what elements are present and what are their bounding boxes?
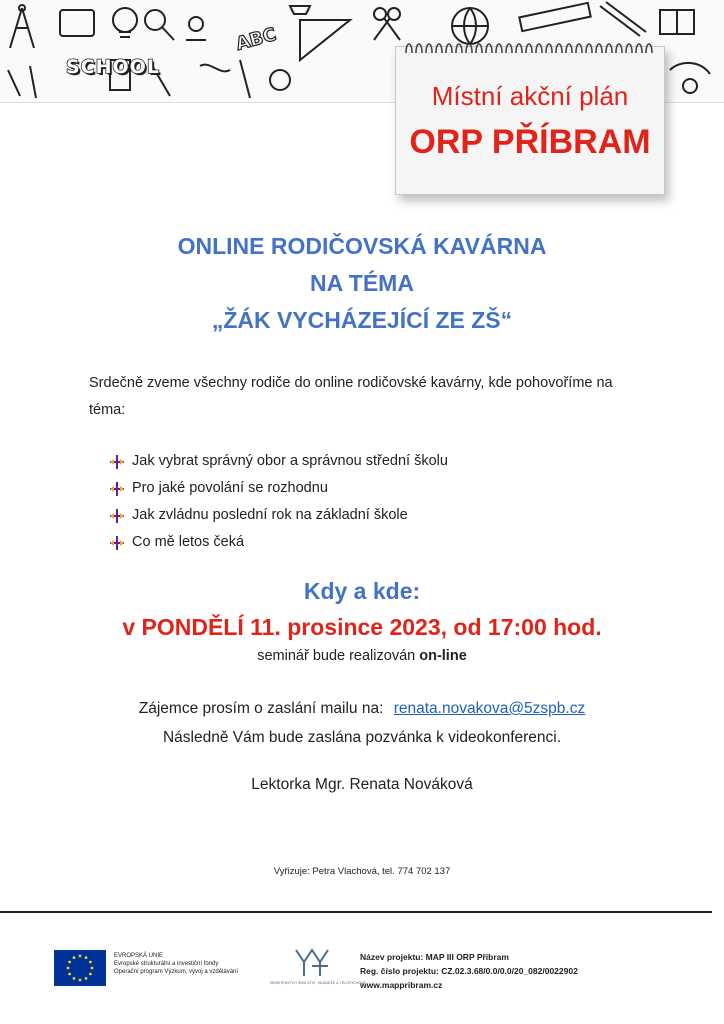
- school-word: SCHOOL: [66, 56, 160, 78]
- eu-text: [114, 952, 238, 976]
- contact-line: [0, 694, 724, 723]
- intro-paragraph: Srdečně zveme všechny rodiče do online rodičovské kavárny, kde pohovoříme na téma:: [89, 375, 613, 418]
- topic-text: Co mě letos čeká: [132, 534, 245, 550]
- notepad-title-line1: Místní akční plán: [431, 81, 629, 111]
- online-note-bold: on-line: [419, 648, 467, 664]
- contact-email-link[interactable]: renata.novakova@5zspb.cz: [393, 700, 586, 717]
- contact-followup: Následně Vám bude zaslána pozvánka k videokonferenci.: [162, 729, 562, 746]
- arrow-bullet-icon: [110, 482, 124, 496]
- event-title-line: „ŽÁK VYCHÁZEJÍCÍ ZE ZŠ“: [211, 307, 513, 333]
- contact-prefix: Zájemce prosím o zaslání mailu na:: [138, 700, 384, 717]
- list-item: [110, 475, 448, 502]
- list-item: [110, 529, 448, 556]
- arrow-bullet-icon: [110, 536, 124, 550]
- eu-flag-logo: [54, 950, 106, 986]
- topic-list: [110, 448, 448, 556]
- msmt-logo: [270, 946, 366, 990]
- arrow-bullet-icon: [110, 455, 124, 469]
- online-note-prefix: seminář bude realizován: [257, 648, 416, 664]
- lecturer: Lektorka Mgr. Renata Nováková: [251, 776, 473, 793]
- contact-block: [0, 694, 724, 752]
- footer-divider: [0, 911, 712, 913]
- abc-doodle-text: ABC: [233, 24, 279, 55]
- event-title-line: ONLINE RODIČOVSKÁ KAVÁRNA: [177, 233, 547, 259]
- eu-text-line: Evropské strukturální a investiční fondy: [114, 961, 219, 967]
- topic-text: Jak zvládnu poslední rok na základní škole: [132, 507, 408, 523]
- project-info: [360, 950, 578, 992]
- list-item: [110, 448, 448, 475]
- project-name: Název projektu: MAP III ORP Příbram: [360, 952, 509, 962]
- topic-text: Jak vybrat správný obor a správnou střední školu: [132, 453, 448, 469]
- map-notepad-logo: [395, 46, 665, 195]
- arrow-bullet-icon: [110, 509, 124, 523]
- notepad-title-line2: ORP PŘÍBRAM: [409, 123, 651, 161]
- when-where-heading: Kdy a kde:: [303, 578, 421, 604]
- handler-contact: Vyřizuje: Petra Vlachová, tel. 774 702 137: [273, 866, 451, 877]
- list-item: [110, 502, 448, 529]
- topic-text: Pro jaké povolání se rozhodnu: [132, 480, 328, 496]
- online-note: [0, 648, 724, 664]
- event-date: v PONDĚLÍ 11. prosince 2023, od 17:00 hod.: [122, 614, 602, 640]
- event-title-line: NA TÉMA: [310, 270, 414, 296]
- event-title: [0, 228, 724, 339]
- msmt-text: MINISTERSTVO ŠKOLSTVÍ, MLÁDEŽE A TĚLOVÝCHOVY: [270, 981, 366, 985]
- eu-text-line: Operační program Výzkum, vývoj a vzdělávání: [114, 969, 239, 975]
- eu-text-line: EVROPSKÁ UNIE: [114, 953, 164, 959]
- notepad-rings: [402, 39, 658, 57]
- project-reg: Reg. číslo projektu: CZ.02.3.68/0.0/0.0/20_082/0022902: [360, 966, 578, 976]
- project-web: www.mappribram.cz: [360, 980, 443, 990]
